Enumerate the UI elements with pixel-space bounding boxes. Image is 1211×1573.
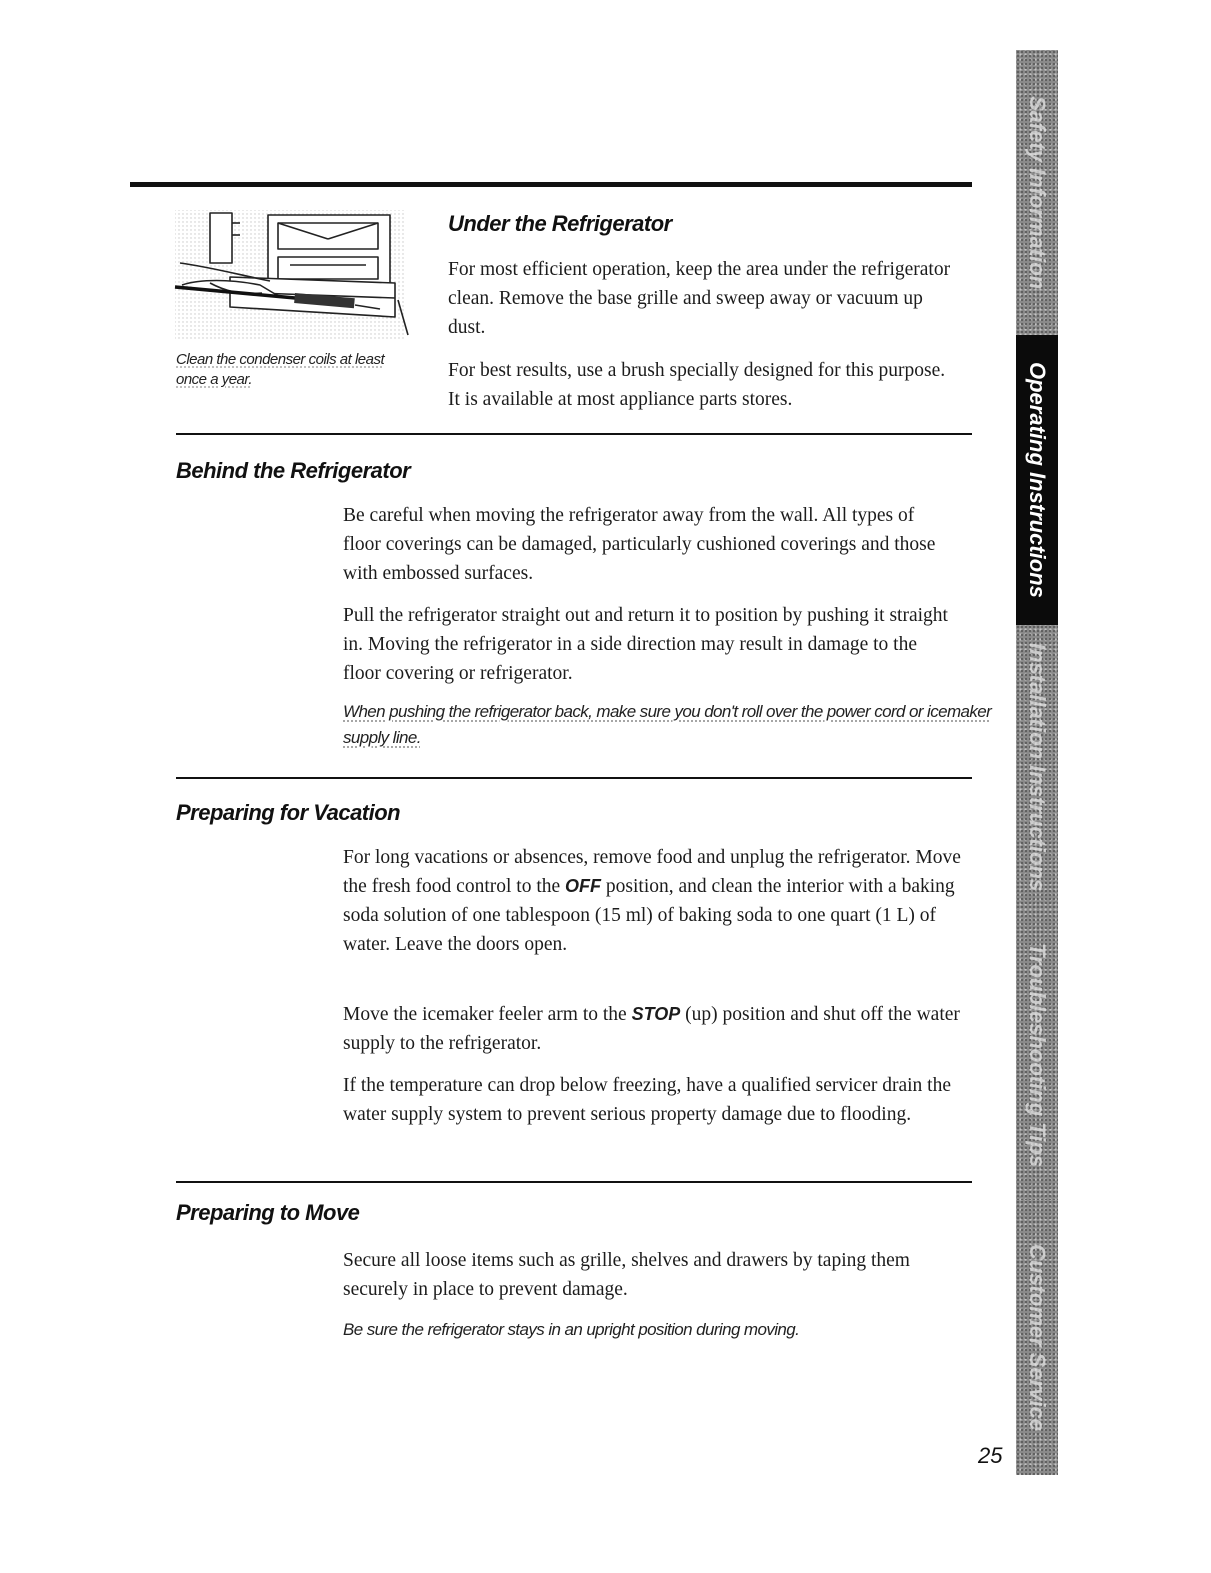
behind-paragraph-1: Be careful when moving the refrigerator away from the wall. All types of floor coverings can be damaged, particularly cushioned coverings and those with embossed surfaces.: [343, 505, 936, 584]
page-number: 25: [978, 1443, 1003, 1468]
tab-customer-service[interactable]: [1016, 1200, 1058, 1475]
heading-preparing-for-vacation: Preparing for Vacation: [176, 800, 401, 825]
tab-safety-information-label: Safety Information: [1025, 95, 1050, 290]
under-paragraph-1: For most efficient operation, keep the area under the refrigerator clean. Remove the base grille and sweep away or vacuum up dust.: [448, 259, 951, 338]
move-paragraph-1: Secure all loose items such as grille, shelves and drawers by taping them securely in place to prevent damage.: [343, 1250, 910, 1300]
heading-behind-the-refrigerator: Behind the Refrigerator: [176, 458, 411, 483]
tab-troubleshooting-tips-label: Troubleshooting Tips: [1025, 942, 1050, 1168]
behind-paragraph-2: Pull the refrigerator straight out and return it to position by pushing it straight in. Moving the refrigerator in a side direction may result in damage to the floor covering or refrigerator.: [343, 605, 948, 684]
tab-safety-information[interactable]: [1016, 50, 1058, 335]
tab-operating-instructions-label: Operating Instructions: [1025, 362, 1050, 598]
vacation-p2-text-a: Move the icemaker feeler arm to the: [343, 1004, 632, 1025]
vacation-paragraph-2: [343, 1000, 968, 1058]
illustration-caption: Clean the condenser coils at least once a year.: [176, 351, 385, 388]
section-divider-move: [176, 1181, 972, 1183]
side-tab-strip: [1016, 50, 1058, 1475]
condenser-cleaning-illustration: [170, 205, 410, 350]
heading-preparing-to-move: Preparing to Move: [176, 1200, 360, 1225]
vacation-paragraph-1: [343, 843, 968, 959]
behind-note: When pushing the refrigerator back, make sure you don't roll over the power cord or icemaker supply line.: [343, 702, 992, 747]
move-note: Be sure the refrigerator stays in an upright position during moving.: [343, 1320, 800, 1339]
heading-under-the-refrigerator: Under the Refrigerator: [448, 211, 672, 236]
under-paragraph-2: For best results, use a brush specially designed for this purpose. It is available at most appliance parts stores.: [448, 360, 946, 410]
vacation-paragraph-3: If the temperature can drop below freezing, have a qualified servicer drain the water supply system to prevent serious property damage due to flooding.: [343, 1075, 951, 1125]
vacation-p1-text-b: position, and clean the interior with a baking soda solution of one tablespoon (15 ml) of baking soda to one quart (1 L) of water. Leave the doors open.: [343, 876, 955, 955]
vacation-p2-text-b: (up) position and shut off the water supply to the refrigerator.: [343, 1004, 960, 1054]
tab-installation-instructions[interactable]: [1016, 625, 1058, 910]
stop-keyword: STOP: [631, 1004, 681, 1024]
off-keyword: OFF: [565, 876, 602, 896]
tab-installation-instructions-label: Installation Instructions: [1025, 643, 1050, 892]
tab-customer-service-label: Customer Service: [1025, 1243, 1050, 1432]
tab-operating-instructions[interactable]: [1016, 335, 1058, 625]
vacation-p1-text-a: For long vacations or absences, remove food and unplug the refrigerator. Move the fresh food control to the: [343, 847, 961, 897]
section-divider-vacation: [176, 777, 972, 779]
top-rule: [130, 182, 972, 187]
tab-troubleshooting-tips[interactable]: [1016, 910, 1058, 1200]
section-divider-behind: [176, 433, 972, 435]
